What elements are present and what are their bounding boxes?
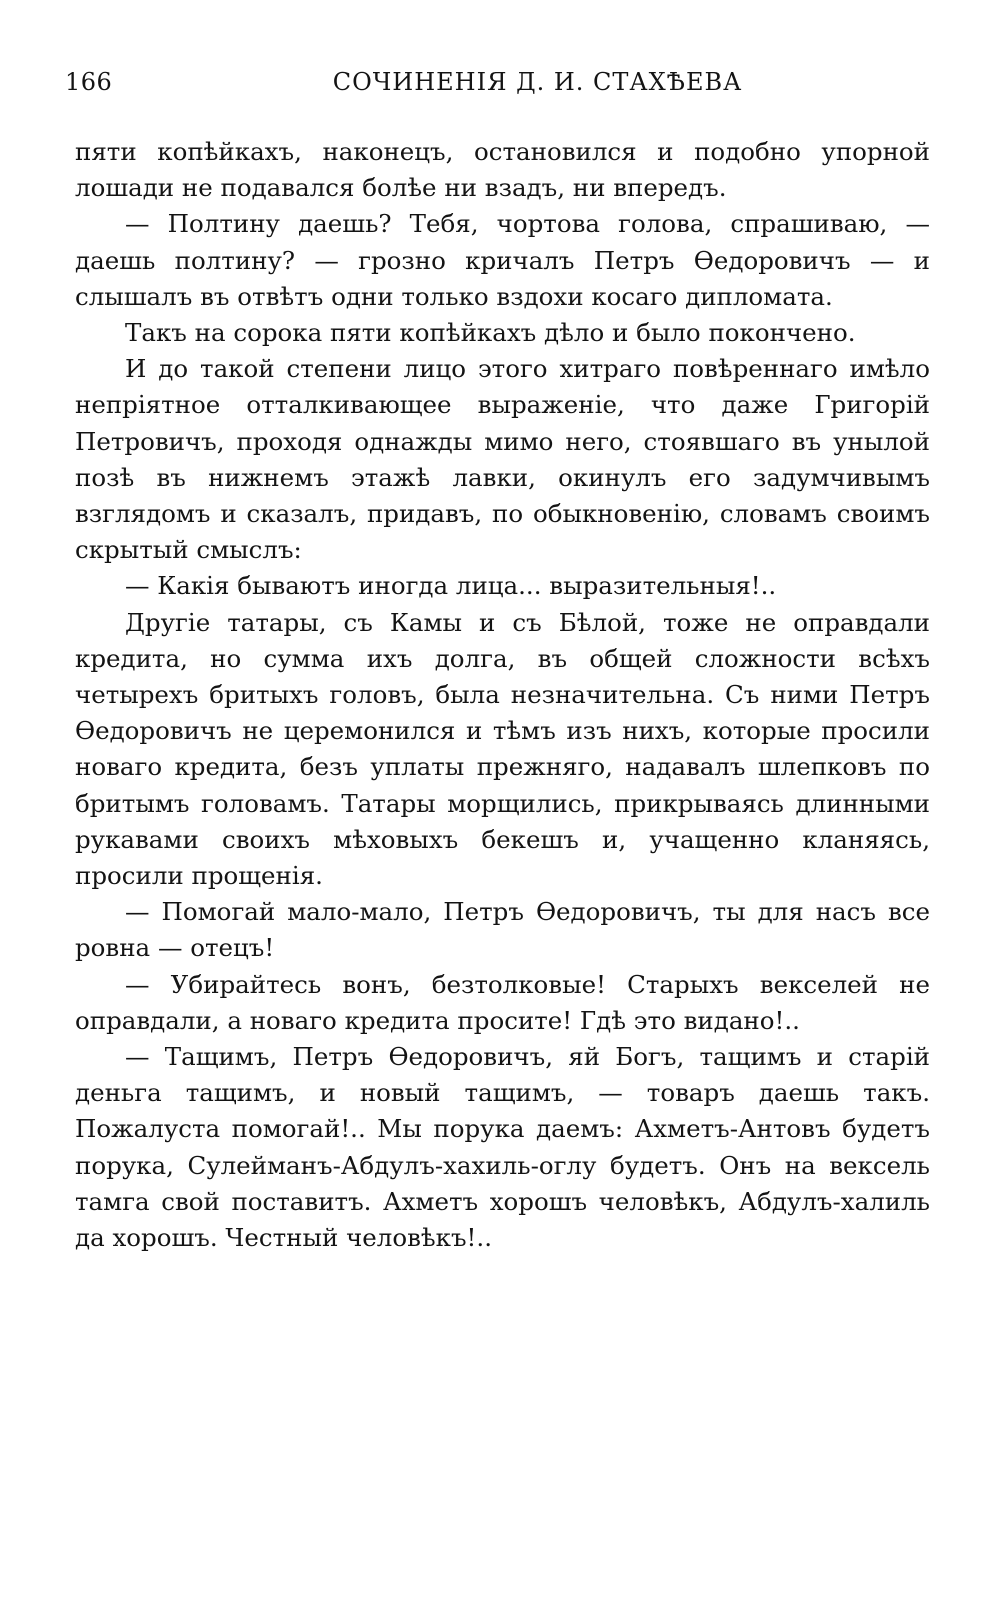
paragraph: пяти копѣйкахъ, наконецъ, остановился и подобно упорной лошади не подавался болѣе ни взадъ, ни впередъ. [75, 137, 930, 203]
running-title: СОЧИНЕНIЯ Д. И. СТАХѢЕВА [332, 68, 743, 96]
paragraph: — Полтину даешь? Тебя, чортова голова, спрашиваю, — даешь полтину? — грозно кричалъ Петръ Ѳедоровичъ — и слышалъ въ отвѣтъ одни только вздохи косаго дипломата. [75, 209, 930, 311]
running-head [65, 68, 930, 108]
paragraph: Такъ на сорока пяти копѣйкахъ дѣло и было покончено. [125, 318, 856, 348]
paragraph: — Убирайтесь вонъ, безтолковые! Старыхъ векселей не оправдали, а новаго кредита просите! Гдѣ это видано!.. [75, 969, 930, 1035]
paragraph: — Помогай мало-мало, Петръ Ѳедоровичъ, ты для насъ все ровна — отецъ! [75, 897, 930, 963]
paragraph: И до такой степени лицо этого хитраго повѣреннаго имѣло непрiятное отталкивающее выраженiе, что даже Григорiй Петровичъ, проходя однажды мимо него, стоявшаго въ унылой позѣ въ нижнемъ этажѣ лавки, окинулъ его задумчивымъ взглядомъ и сказалъ, придавъ, по обыкновенiю, словамъ своимъ скрытый смыслъ: [75, 354, 930, 565]
body-text [75, 134, 930, 1256]
paragraph: — Тащимъ, Петръ Ѳедоровичъ, яй Богъ, тащимъ и старiй деньга тащимъ, и новый тащимъ, — товаръ даешь такъ. Пожалуста помогай!.. Мы порука даемъ: Ахметъ-Антовъ будетъ порука, Сулейманъ-Абдулъ-хахиль-оглу будетъ. Онъ на вексель тамга свой поставитъ. Ахметъ хорошъ человѣкъ, Абдулъ-халиль да хорошъ. Честный человѣкъ!.. [75, 1042, 930, 1253]
paragraph: Другiе татары, съ Камы и съ Бѣлой, тоже не оправдали кредита, но сумма ихъ долга, въ общей сложности всѣхъ четырехъ бритыхъ головъ, была незначительна. Съ ними Петръ Ѳедоровичъ не церемонился и тѣмъ изъ нихъ, которые просили новаго кредита, безъ уплаты прежняго, надавалъ шлепковъ по бритымъ головамъ. Татары морщились, прикрываясь длинными рукавами своихъ мѣховыхъ бекешъ и, учащенно кланяясь, просили прощенiя. [75, 607, 930, 891]
page-number: 166 [65, 68, 113, 96]
paragraph: — Какiя бываютъ иногда лица... выразительныя!.. [125, 571, 777, 601]
